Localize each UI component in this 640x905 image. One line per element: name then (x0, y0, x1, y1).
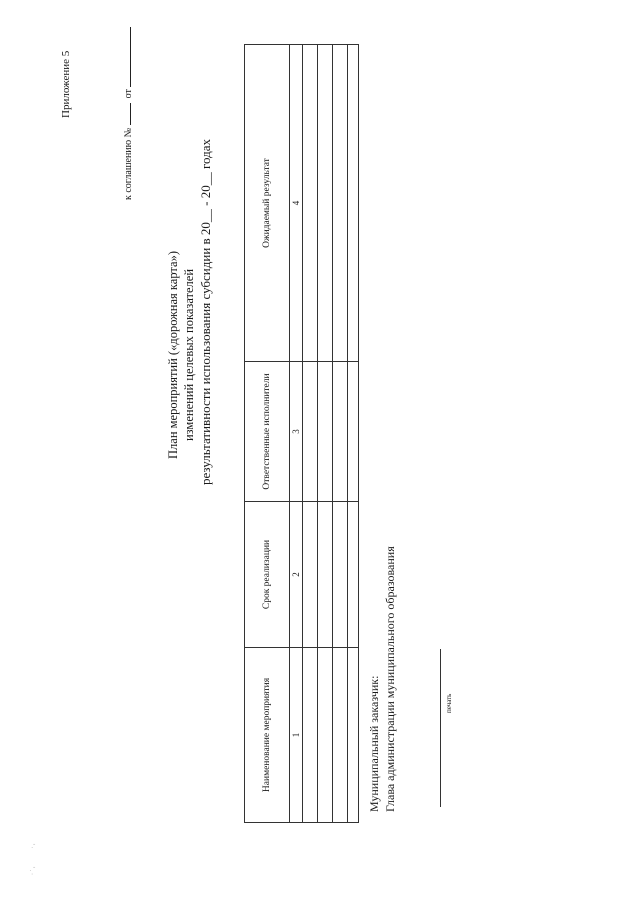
appendix-label: Приложение 5 (60, 50, 72, 118)
column-number: 3 (290, 362, 303, 502)
table-cell (348, 502, 359, 648)
table-cell (333, 362, 348, 502)
signature-line (440, 649, 441, 807)
column-header-term: Срок реализации (245, 502, 290, 648)
roadmap-table (244, 44, 359, 823)
column-header-result: Ожидаемый результат (245, 45, 290, 362)
municipal-customer-label: Муниципальный заказчик: (367, 675, 381, 812)
column-number: 4 (290, 45, 303, 362)
table-cell (303, 648, 318, 823)
table-cell (333, 648, 348, 823)
table-row (303, 45, 318, 823)
table-cell (348, 362, 359, 502)
administration-head-label: Глава администрации муниципального образования (383, 546, 397, 812)
table-cell (318, 502, 333, 648)
column-number: 1 (290, 648, 303, 823)
table-cell (348, 45, 359, 362)
title-line-3: результативности использования субсидии в 20__ - 20__ годах (198, 138, 213, 485)
table-cell (318, 362, 333, 502)
agreement-date-blank (120, 27, 131, 87)
table-header-row (245, 45, 290, 823)
stamp-label: печать (445, 693, 453, 713)
table-cell (318, 648, 333, 823)
table-row (348, 45, 359, 823)
agreement-reference (120, 27, 134, 200)
table-row (318, 45, 333, 823)
table-cell (303, 45, 318, 362)
table-cell (303, 502, 318, 648)
table-cell (303, 362, 318, 502)
agreement-label: к соглашению № (123, 127, 134, 200)
title-line-2: изменений целевых показателей (182, 268, 196, 442)
agreement-from-label: от (123, 89, 134, 99)
column-number: 2 (290, 502, 303, 648)
agreement-number-blank (120, 103, 131, 125)
column-header-executors: Ответственные исполнители (245, 362, 290, 502)
column-header-name: Наименование мероприятия (245, 648, 290, 823)
table-row (333, 45, 348, 823)
table-cell (348, 648, 359, 823)
table-cell (333, 45, 348, 362)
scan-specks: · ˙ , · , (30, 843, 36, 875)
title-line-1: План мероприятий («дорожная карта») (166, 251, 180, 459)
table-cell (318, 45, 333, 362)
table-cell (333, 502, 348, 648)
column-number-row (290, 45, 303, 823)
